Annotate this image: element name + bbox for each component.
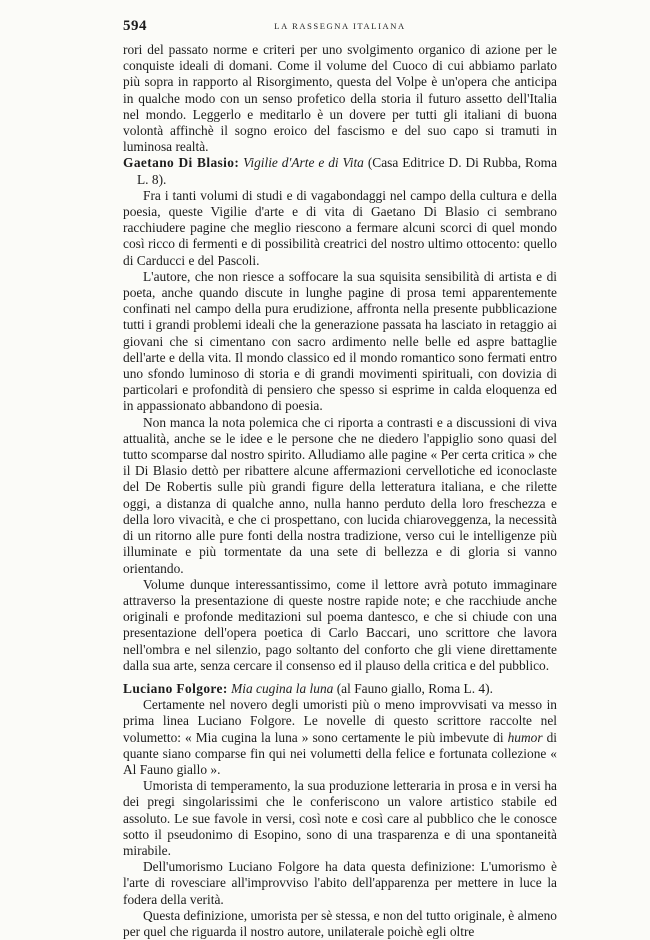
- paragraph: Non manca la nota polemica che ci riporta a contrasti e a discussioni di viva attualità, anche se le idee e le persone che ne diedero l'appiglio sono quasi del tutto scomparse dal nostro spirito. Alludiamo alle pagine « Per certa critica » che il Di Blasio dettò per ribattere alcune affermazioni cervellotiche ed iconoclaste del De Robertis sulle più grandi figure della letteratura italiana, e che rilette oggi, a distanza di qualche anno, nulla hanno perduto della loro freschezza e della loro vivacità, e che ci prospettano, con lucida chiaroveggenza, la necessità di un ritorno alle pure fonti della nostra tradizione, verso cui le intelligenze più illuminate e più tormentate da una sete di bellezza e di gloria si vanno orientando.: [123, 414, 557, 576]
- review-heading-folgore: [123, 681, 557, 697]
- paragraph: Volume dunque interessantissimo, come il lettore avrà potuto immaginare attraverso la presentazione di queste nostre rapide note; e che racchiude anche originali e profonde meditazioni sul poema dantesco, e che si chiude con una presentazione dell'opera poetica di Carlo Baccari, uno scrittore che lavora nell'ombra e nel silenzio, pago soltanto del conforto che gli viene direttamente dalla sua arte, senza cercare il consenso ed il plauso della critica e del pubblico.: [123, 576, 557, 673]
- body-text: [123, 42, 557, 940]
- italic-word: humor: [507, 729, 543, 745]
- paragraph-text: Certamente nel novero degli umoristi più o meno improvvisati va messo in prima linea Luciano Folgore. Le novelle di questo scrittore raccolte nel volumetto: « Mia cugina la luna » sono certamente le più imbevute di: [123, 697, 557, 745]
- paragraph: L'autore, che non riesce a soffocare la sua squisita sensibilità di artista e di poeta, anche quando discute in lunghe pagine di prosa temi apparentemente confinati nel campo della pura erudizione, affronta nella presente pubblicazione tutti i grandi problemi ideali che la generazione passata ha lasciato in retaggio ai giovani che si cimentano con sacro ardimento nelle belle ed aspre battaglie dell'arte e della vita. Il mondo classico ed il mondo romantico sono fermati entro uno sfondo luminoso di storia e di grandi movimenti spirituali, con dovizia di particolari e profondità di pensiero che spesso si esprime in calda eloquenza ed in appassionato abbandono di poesia.: [123, 268, 557, 414]
- review-publisher: (al Fauno giallo, Roma L. 4).: [336, 680, 493, 696]
- paragraph-text: di quante siano comparse fin qui nei volumetti della felice e fortunata collezione « Al Fauno giallo ».: [123, 729, 557, 777]
- review-author: Gaetano Di Blasio:: [123, 155, 240, 171]
- review-author: Luciano Folgore:: [123, 680, 228, 696]
- paragraph: [123, 697, 557, 778]
- review-publisher: (Casa Editrice D. Di Rubba, Roma L. 8).: [137, 155, 558, 187]
- page-number: 594: [123, 18, 147, 34]
- paragraph: Dell'umorismo Luciano Folgore ha data questa definizione: L'umorismo è l'arte di rovesciare all'improvviso l'abito dell'apparenza per mettere in luce la fodera della verità.: [123, 859, 557, 907]
- review-book-title: Vigilie d'Arte e di Vita: [243, 155, 364, 171]
- intro-paragraph: rori del passato norme e criteri per uno svolgimento organico di azione per le conquiste ideali di domani. Come il volume del Cuoco di cui abbiamo parlato più sopra in rapporto al Risorgimento, questa del Volpe è un'opera che anticipa in qualche modo con un senso profetico della storia il futuro assetto dell'Italia nel mondo. Leggerlo e meditarlo è un dovere per tutti gli italiani di buona volontà affinchè il sogno eroico del fascismo e del suo capo si tramuti in luminosa realtà.: [123, 42, 557, 155]
- review-heading-di-blasio: [123, 155, 557, 187]
- paragraph: Umorista di temperamento, la sua produzione letteraria in prosa e in versi ha dei pregi singolarissimi che le conferiscono un valore artistico stabile ed assoluto. Le sue favole in versi, così note e così care al pubblico che le conosce sotto il pseudonimo di Esopino, sono di una trasparenza e di una spontaneità mirabile.: [123, 778, 557, 858]
- paragraph: Fra i tanti volumi di studi e di vagabondaggi nel campo della cultura e della poesia, queste Vigilie d'arte e di vita di Gaetano Di Blasio ci sembrano racchiudere pagine che meglio riescono a fermare alcuni scorci di quel mondo così ricco di fermenti e di possibilità creatrici del nostro ultimo ottocento: quello di Carducci e del Pascoli.: [123, 187, 557, 268]
- running-title: LA RASSEGNA ITALIANA: [274, 21, 406, 31]
- paragraph: Questa definizione, umorista per sè stessa, e non del tutto originale, è almeno per quel che riguarda il nostro autore, unilaterale poichè egli oltre: [123, 907, 557, 939]
- page-header: [123, 18, 557, 38]
- review-book-title: Mia cugina la luna: [231, 680, 334, 696]
